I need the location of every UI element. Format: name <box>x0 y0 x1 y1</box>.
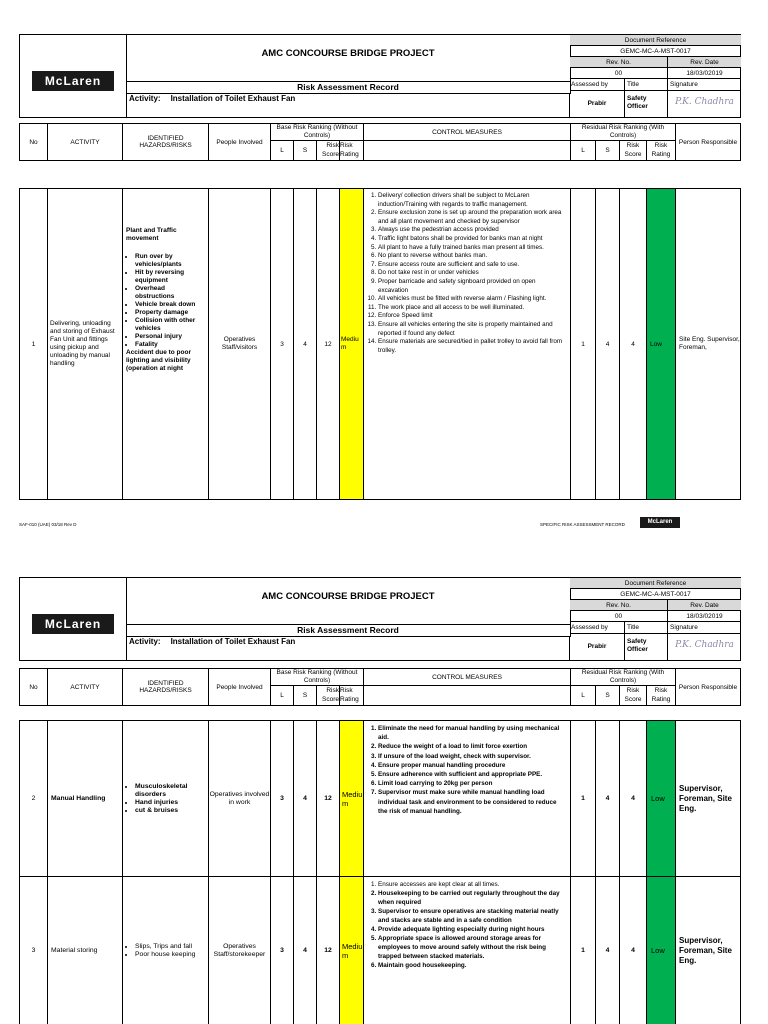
activity-label: Activity: <box>129 94 161 103</box>
logo-cell <box>20 35 127 117</box>
col-res-rating: Risk Rating <box>647 686 676 705</box>
footer-record-name: SPECIFIC RISK ASSESSMENT RECORD <box>540 522 625 527</box>
row-no: 1 <box>20 189 48 499</box>
document-reference-block <box>570 578 741 660</box>
col-people: People Involved <box>209 124 271 160</box>
control-item: 2. Ensure exclusion zone is set up around the preparation work area and all plant movement and checked by supervisor <box>378 209 567 226</box>
hazard-item: • Slips, Trips and fall <box>135 943 195 951</box>
hazard-item: • Fatality <box>135 341 205 349</box>
mclaren-logo: McLaren <box>32 614 114 634</box>
control-item: 6. Maintain good housekeeping. <box>378 961 567 970</box>
col-people: People Involved <box>209 669 271 705</box>
rev-date-label: Rev. Date <box>690 602 719 609</box>
hazard-item: • Property damage <box>135 309 205 317</box>
control-item: 1. Ensure accesses are kept clear at all times. <box>378 880 567 889</box>
doc-ref-value: GEMC-MC-A-MST-0017 <box>570 589 741 600</box>
col-person-responsible: Person Responsible <box>678 138 738 146</box>
hazard-note: Accident due to poor lighting and visibility (operation at night <box>126 349 191 372</box>
hazard-item: • Run over by vehicles/plants <box>135 253 205 269</box>
col-residual-ranking: Residual Risk Ranking (With Controls) <box>571 669 676 686</box>
signature-label: Signature <box>670 624 698 631</box>
footer-form-code: SAF-010 (UAE) 03/18 Rev D <box>19 522 77 527</box>
control-item: 12. Enforce Speed limit <box>378 312 567 321</box>
control-item: 3. Supervisor to ensure operatives are stacking material neatly and stacks are stable and in a safe condition <box>378 907 567 925</box>
project-title: AMC CONCOURSE BRIDGE PROJECT <box>126 578 571 625</box>
control-item: 5. Appropriate space is allowed around storage areas for employees to move around safely without the risk being trapped between stacked materials. <box>378 934 567 961</box>
row-activity: Manual Handling <box>48 721 123 876</box>
hazard-item: • Hand injuries <box>135 799 205 807</box>
row-base-score: 12 <box>317 721 340 876</box>
row-base-l: 3 <box>271 721 294 876</box>
col-base-rating: Risk Rating <box>340 686 364 705</box>
col-res-l: L <box>571 141 596 160</box>
row-controls <box>364 721 571 876</box>
row-res-rating: Low <box>647 721 676 876</box>
row-res-s: 4 <box>596 877 620 1024</box>
col-activity: ACTIVITY <box>48 669 123 705</box>
hazard-item: • cut & bruises <box>135 807 205 815</box>
control-item: 7. Supervisor must make sure while manual handling load individual task and environment to be considered to reduce the risk of manual handling. <box>378 788 567 816</box>
row-base-s: 4 <box>294 721 317 876</box>
row-activity: Material storing <box>48 877 123 1024</box>
control-item: 7. Ensure access route are sufficient and safe to use. <box>378 261 567 270</box>
col-base-ranking: Base Risk Ranking (Without Controls) <box>271 669 364 686</box>
control-item: 10. All vehicles must be fitted with reverse alarm / Flashing light. <box>378 295 567 304</box>
col-hazards: IDENTIFIED HAZARDS/RISKS <box>123 669 209 705</box>
doc-ref-label: Document Reference <box>570 35 741 46</box>
row-responsible: Site Eng. Supervisor, Foreman, <box>679 336 740 351</box>
col-base-s: S <box>294 141 317 160</box>
title-label: Title <box>625 622 668 633</box>
rev-no-value: 00 <box>570 68 668 78</box>
hazard-item: • Collision with other vehicles <box>135 317 205 333</box>
title-value: Safety Officer <box>625 634 668 660</box>
column-header <box>19 123 741 161</box>
row-res-s: 4 <box>596 721 620 876</box>
row-people: Operatives involved in work <box>209 721 271 876</box>
control-item: 1. Delivery/ collection drivers shall be subject to McLaren induction/Training with regards to traffic management. <box>378 192 567 209</box>
row-base-l: 3 <box>271 189 294 499</box>
control-item: 5. Ensure adherence with sufficient and appropriate PPE. <box>378 770 567 779</box>
row-responsible: Supervisor, Foreman, Site Eng. <box>679 935 732 965</box>
control-item: 13. Ensure all vehicles entering the site is properly maintained and reported if found any defect <box>378 321 567 338</box>
activity-value: Installation of Toilet Exhaust Fan <box>170 637 296 646</box>
table-row <box>19 720 741 877</box>
signature-value: P.K. Chadhra <box>675 640 734 650</box>
signature-value: P.K. Chadhra <box>675 97 734 107</box>
control-item: 4. Provide adequate lighting especially during night hours <box>378 925 567 934</box>
hazard-item: • Poor house keeping <box>135 951 195 959</box>
document-reference-block <box>570 35 741 117</box>
row-no: 2 <box>20 721 48 876</box>
doc-ref-value: GEMC-MC-A-MST-0017 <box>570 46 741 57</box>
control-item: 9. Proper barricade and safety signboard provided on open excavation <box>378 278 567 295</box>
control-item: 6. No plant to reverse without banks man. <box>378 252 567 261</box>
project-title: AMC CONCOURSE BRIDGE PROJECT <box>126 35 571 82</box>
control-item: 4. Ensure proper manual handling procedure <box>378 761 567 770</box>
col-res-s: S <box>596 141 620 160</box>
doc-ref-label: Document Reference <box>570 578 741 589</box>
document-header <box>19 577 741 661</box>
col-base-score: Risk Score <box>317 686 340 705</box>
activity-line <box>126 636 570 660</box>
row-hazards <box>123 189 209 499</box>
assessed-by-value: Prabir <box>570 634 625 660</box>
col-res-s: S <box>596 686 620 705</box>
control-list <box>367 192 567 355</box>
hazard-heading: Plant and Traffic movement <box>126 227 177 242</box>
col-base-ranking: Base Risk Ranking (Without Controls) <box>271 124 364 141</box>
rev-date-label: Rev. Date <box>690 59 719 66</box>
hazard-item: • Personal injury <box>135 333 205 341</box>
rev-no-label: Rev. No. <box>570 57 668 67</box>
control-item: 14. Ensure materials are secured/tied in pallet trolley to avoid fall from trolley. <box>378 338 567 355</box>
col-activity: ACTIVITY <box>48 124 123 160</box>
row-res-score: 4 <box>620 877 647 1024</box>
row-no: 3 <box>20 877 48 1024</box>
assessed-by-label: Assessed by <box>570 622 625 633</box>
hazard-list <box>126 943 195 959</box>
col-control-blank <box>364 686 571 705</box>
row-people: Operatives Staff/storekeeper <box>209 877 271 1024</box>
col-control-blank <box>364 141 571 160</box>
control-item: 5. All plant to have a fully trained banks man present all times. <box>378 244 567 253</box>
hazard-item: • Hit by reversing equipment <box>135 269 205 285</box>
record-title: Risk Assessment Record <box>126 624 571 637</box>
col-residual-ranking: Residual Risk Ranking (With Controls) <box>571 124 676 141</box>
col-res-score: Risk Score <box>620 141 647 160</box>
control-list <box>367 724 567 816</box>
control-item: 4. Traffic light batons shall be provided for banks man at night <box>378 235 567 244</box>
col-base-rating: Risk Rating <box>340 141 364 160</box>
table-row <box>19 876 741 1024</box>
col-no: No <box>20 124 48 160</box>
control-item: 3. If unsure of the load weight, check with supervisor. <box>378 752 567 761</box>
rev-no-value: 00 <box>570 611 668 621</box>
title-label: Title <box>625 79 668 90</box>
activity-line <box>126 93 570 117</box>
control-item: 2. Reduce the weight of a load to limit force exertion <box>378 742 567 751</box>
rev-no-label: Rev. No. <box>570 600 668 610</box>
column-header <box>19 668 741 706</box>
row-hazards <box>123 721 209 876</box>
assessed-by-value: Prabir <box>570 91 625 117</box>
row-base-rating: Medium <box>340 189 364 499</box>
col-base-score: Risk Score <box>317 141 340 160</box>
col-base-l: L <box>271 141 294 160</box>
col-res-rating: Risk Rating <box>647 141 676 160</box>
hazard-list <box>126 783 205 815</box>
row-base-s: 4 <box>294 189 317 499</box>
row-controls <box>364 189 571 499</box>
hazard-item: • Musculoskeletal disorders <box>135 783 205 799</box>
row-base-s: 4 <box>294 877 317 1024</box>
col-control-measures: CONTROL MEASURES <box>364 124 571 141</box>
col-person-responsible: Person Responsible <box>678 683 738 691</box>
activity-label: Activity: <box>129 637 161 646</box>
row-base-rating: Medium <box>340 721 364 876</box>
row-base-rating: Medium <box>340 877 364 1024</box>
signature-label: Signature <box>670 81 698 88</box>
title-value: Safety Officer <box>625 91 668 117</box>
logo-cell <box>20 578 127 660</box>
row-res-score: 4 <box>620 189 647 499</box>
control-list <box>367 880 567 970</box>
row-people: Operatives Staff/visitors <box>209 189 271 499</box>
document-header <box>19 34 741 118</box>
record-title: Risk Assessment Record <box>126 81 571 94</box>
table-row <box>19 188 741 500</box>
col-base-s: S <box>294 686 317 705</box>
row-base-score: 12 <box>317 877 340 1024</box>
mclaren-logo: McLaren <box>32 71 114 91</box>
hazard-item: • Vehicle break down <box>135 301 205 309</box>
col-res-l: L <box>571 686 596 705</box>
control-item: 2. Housekeeping to be carried out regularly throughout the day when required <box>378 889 567 907</box>
row-res-l: 1 <box>571 189 596 499</box>
row-hazards <box>123 877 209 1024</box>
rev-date-value: 18/03/02019 <box>686 613 723 620</box>
row-activity: Delivering, unloading and storing of Exhaust Fan Unit and fittings using pickup and unloading by manual handling <box>48 189 123 499</box>
col-control-measures: CONTROL MEASURES <box>364 669 571 686</box>
row-res-s: 4 <box>596 189 620 499</box>
control-item: 11. The work place and all access to be well illuminated. <box>378 304 567 313</box>
hazard-item: • Overhead obstructions <box>135 285 205 301</box>
page-2 <box>0 577 768 1024</box>
row-res-rating: Low <box>647 189 676 499</box>
control-item: 1. Eliminate the need for manual handling by using mechanical aid. <box>378 724 567 742</box>
row-base-l: 3 <box>271 877 294 1024</box>
hazard-list <box>126 253 205 349</box>
row-responsible: Supervisor, Foreman, Site Eng. <box>679 783 732 813</box>
col-no: No <box>20 669 48 705</box>
control-item: 8. Do not take rest in or under vehicles <box>378 269 567 278</box>
col-base-l: L <box>271 686 294 705</box>
col-hazards: IDENTIFIED HAZARDS/RISKS <box>123 124 209 160</box>
row-res-l: 1 <box>571 877 596 1024</box>
row-res-rating: Low <box>647 877 676 1024</box>
row-base-score: 12 <box>317 189 340 499</box>
control-item: 3. Always use the pedestrian access provided <box>378 226 567 235</box>
row-controls <box>364 877 571 1024</box>
col-res-score: Risk Score <box>620 686 647 705</box>
row-res-score: 4 <box>620 721 647 876</box>
row-res-l: 1 <box>571 721 596 876</box>
activity-value: Installation of Toilet Exhaust Fan <box>170 94 296 103</box>
control-item: 6. Limit load carrying to 20kg per person <box>378 779 567 788</box>
footer-logo: McLaren <box>640 517 680 528</box>
assessed-by-label: Assessed by <box>570 79 625 90</box>
rev-date-value: 18/03/02019 <box>686 70 723 77</box>
